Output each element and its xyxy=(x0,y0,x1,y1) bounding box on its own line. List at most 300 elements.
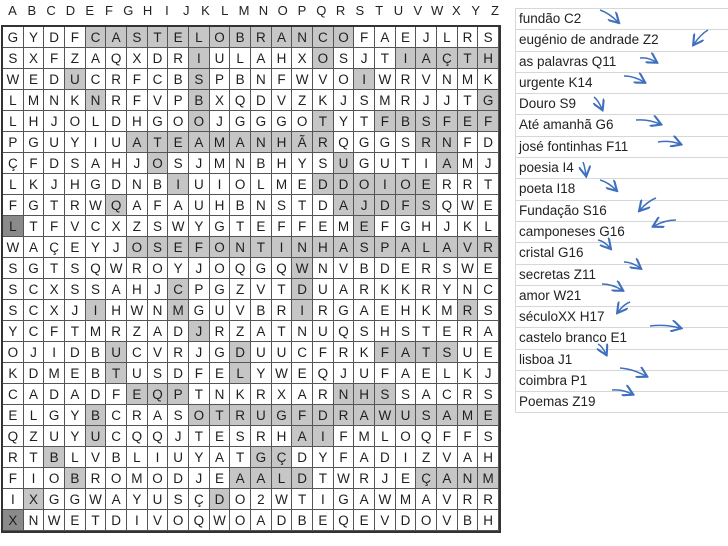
grid-cell: J xyxy=(127,153,148,174)
grid-cell: H xyxy=(65,174,86,195)
grid-cell: H xyxy=(24,111,45,132)
grid-cell: R xyxy=(106,69,127,90)
grid-cell: G xyxy=(65,489,86,510)
grid-cell: G xyxy=(354,153,375,174)
grid-cell: F xyxy=(292,216,313,237)
word-label: coimbra P1 xyxy=(519,373,588,389)
grid-cell: M xyxy=(127,468,148,489)
grid-cell: J xyxy=(416,27,437,48)
grid-cell: D xyxy=(251,90,272,111)
grid-cell: J xyxy=(478,153,499,174)
grid-cell: V xyxy=(148,342,169,363)
word-label: as palavras Q11 xyxy=(519,53,617,69)
grid-cell: J xyxy=(334,363,355,384)
grid-cell: L xyxy=(375,426,396,447)
grid-cell: F xyxy=(334,447,355,468)
grid-cell: J xyxy=(168,426,189,447)
grid-cell: X xyxy=(3,510,24,531)
grid-cell: F xyxy=(437,426,458,447)
grid-cell: S xyxy=(396,321,417,342)
grid-cell: Q xyxy=(3,426,24,447)
grid-cell: K xyxy=(230,384,251,405)
grid-cell: Q xyxy=(127,426,148,447)
grid-cell: H xyxy=(272,132,293,153)
word-list-item xyxy=(515,349,728,370)
grid-cell: A xyxy=(86,153,107,174)
grid-cell: S xyxy=(3,258,24,279)
grid-cell: D xyxy=(44,384,65,405)
grid-cell: U xyxy=(354,363,375,384)
grid-cell: K xyxy=(458,216,479,237)
grid-cell: F xyxy=(3,195,24,216)
grid-cell: J xyxy=(148,279,169,300)
grid-cell: E xyxy=(478,195,499,216)
grid-cell: O xyxy=(334,27,355,48)
grid-cell: B xyxy=(86,363,107,384)
grid-cell: W xyxy=(375,405,396,426)
column-letter: U xyxy=(393,3,404,18)
grid-cell: E xyxy=(375,300,396,321)
column-letter: R xyxy=(335,3,346,18)
grid-cell: I xyxy=(24,468,45,489)
grid-cell: P xyxy=(375,237,396,258)
grid-cell: R xyxy=(478,237,499,258)
grid-cell: T xyxy=(313,111,334,132)
grid-cell: F xyxy=(148,195,169,216)
grid-cell: A xyxy=(437,237,458,258)
grid-cell: E xyxy=(168,237,189,258)
grid-cell: Y xyxy=(127,489,148,510)
grid-cell: J xyxy=(44,111,65,132)
word-list-item xyxy=(515,114,728,135)
grid-cell: V xyxy=(148,510,169,531)
grid-cell: E xyxy=(210,468,231,489)
grid-cell: N xyxy=(86,90,107,111)
grid-cell: Ç xyxy=(189,489,210,510)
grid-cell: T xyxy=(230,216,251,237)
grid-cell: F xyxy=(354,27,375,48)
grid-cell: A xyxy=(354,405,375,426)
grid-cell: D xyxy=(292,279,313,300)
grid-cell: R xyxy=(272,300,293,321)
grid-cell: J xyxy=(44,174,65,195)
grid-cell: F xyxy=(458,132,479,153)
grid-cell: B xyxy=(106,447,127,468)
word-list-item xyxy=(515,8,728,29)
grid-cell: I xyxy=(127,510,148,531)
grid-cell: F xyxy=(106,384,127,405)
grid-cell: T xyxy=(416,321,437,342)
grid-cell: Y xyxy=(65,132,86,153)
grid-cell: T xyxy=(86,510,107,531)
grid-cell: E xyxy=(478,342,499,363)
grid-cell: P xyxy=(3,132,24,153)
grid-cell: A xyxy=(416,489,437,510)
grid-cell: J xyxy=(354,48,375,69)
grid-cell: A xyxy=(127,132,148,153)
grid-cell: N xyxy=(251,69,272,90)
grid-cell: Ç xyxy=(272,447,293,468)
grid-cell: U xyxy=(210,48,231,69)
grid-cell: R xyxy=(458,321,479,342)
grid-cell: G xyxy=(210,342,231,363)
grid-cell: I xyxy=(189,48,210,69)
grid-cell: L xyxy=(437,27,458,48)
grid-cell: O xyxy=(354,174,375,195)
grid-cell: Z xyxy=(292,90,313,111)
grid-cell: Q xyxy=(230,90,251,111)
word-list-item xyxy=(515,200,728,221)
grid-cell: L xyxy=(24,405,45,426)
grid-cell: O xyxy=(127,237,148,258)
column-letter: Z xyxy=(491,3,499,18)
grid-cell: R xyxy=(65,195,86,216)
grid-cell: H xyxy=(375,321,396,342)
grid-cell: L xyxy=(230,363,251,384)
grid-cell: G xyxy=(24,132,45,153)
grid-cell: Y xyxy=(3,321,24,342)
grid-cell: Z xyxy=(416,447,437,468)
grid-cell: F xyxy=(127,90,148,111)
grid-cell: E xyxy=(416,174,437,195)
grid-cell: E xyxy=(478,405,499,426)
word-label: urgente K14 xyxy=(519,74,593,90)
grid-cell: A xyxy=(230,468,251,489)
grid-cell: T xyxy=(106,363,127,384)
grid-cell: S xyxy=(148,363,169,384)
grid-cell: O xyxy=(189,111,210,132)
grid-cell: Q xyxy=(189,510,210,531)
grid-cell: J xyxy=(375,468,396,489)
grid-cell: S xyxy=(3,279,24,300)
grid-cell: B xyxy=(354,258,375,279)
grid-cell: Q xyxy=(334,510,355,531)
grid-cell: R xyxy=(416,132,437,153)
column-letter: S xyxy=(355,3,365,18)
grid-cell: A xyxy=(478,321,499,342)
grid-cell: U xyxy=(44,132,65,153)
grid-cell: D xyxy=(148,48,169,69)
grid-cell: R xyxy=(86,468,107,489)
grid-cell: R xyxy=(106,90,127,111)
grid-cell: U xyxy=(334,153,355,174)
grid-cell: G xyxy=(189,300,210,321)
grid-cell: S xyxy=(354,90,375,111)
grid-cell: U xyxy=(189,174,210,195)
grid-cell: U xyxy=(127,363,148,384)
grid-cell: D xyxy=(106,174,127,195)
grid-cell: P xyxy=(168,90,189,111)
grid-cell: W xyxy=(86,195,107,216)
grid-cell: A xyxy=(251,321,272,342)
grid-cell: U xyxy=(458,342,479,363)
grid-cell: F xyxy=(313,342,334,363)
word-list-item xyxy=(515,221,728,242)
grid-cell: G xyxy=(251,447,272,468)
grid-cell: I xyxy=(354,69,375,90)
grid-cell: D xyxy=(292,447,313,468)
grid-cell: H xyxy=(106,153,127,174)
grid-cell: V xyxy=(230,300,251,321)
grid-cell: B xyxy=(230,27,251,48)
grid-cell: S xyxy=(354,321,375,342)
grid-cell: F xyxy=(375,111,396,132)
grid-cell: I xyxy=(44,342,65,363)
grid-cell: D xyxy=(44,27,65,48)
grid-cell: A xyxy=(106,279,127,300)
column-letter: G xyxy=(123,3,134,18)
grid-cell: T xyxy=(292,489,313,510)
grid-cell: K xyxy=(478,69,499,90)
grid-cell: O xyxy=(148,153,169,174)
grid-cell: F xyxy=(478,111,499,132)
grid-cell: U xyxy=(210,300,231,321)
grid-cell: U xyxy=(313,321,334,342)
grid-cell: T xyxy=(313,468,334,489)
grid-cell: V xyxy=(334,258,355,279)
word-list xyxy=(515,8,728,413)
grid-cell: R xyxy=(106,321,127,342)
grid-cell: A xyxy=(375,27,396,48)
grid-cell: L xyxy=(86,111,107,132)
grid-cell: U xyxy=(86,426,107,447)
grid-cell: G xyxy=(148,111,169,132)
grid-cell: C xyxy=(86,27,107,48)
grid-cell: Q xyxy=(106,195,127,216)
word-label: Até amanhã G6 xyxy=(519,117,614,133)
grid-cell: J xyxy=(24,342,45,363)
grid-cell: U xyxy=(396,405,417,426)
grid-cell: G xyxy=(86,174,107,195)
grid-cell: A xyxy=(396,363,417,384)
grid-cell: V xyxy=(251,279,272,300)
grid-cell: B xyxy=(86,342,107,363)
grid-cell: D xyxy=(168,363,189,384)
grid-cell: E xyxy=(65,510,86,531)
grid-cell: J xyxy=(65,300,86,321)
grid-cell: O xyxy=(148,258,169,279)
grid-cell: R xyxy=(416,258,437,279)
column-letter: J xyxy=(182,3,190,18)
grid-cell: S xyxy=(65,153,86,174)
grid-cell: T xyxy=(65,321,86,342)
word-label: eugénio de andrade Z2 xyxy=(519,32,659,48)
grid-cell: A xyxy=(396,342,417,363)
grid-cell: S xyxy=(230,426,251,447)
grid-cell: F xyxy=(3,468,24,489)
grid-cell: S xyxy=(478,426,499,447)
grid-cell: S xyxy=(354,237,375,258)
column-letter: X xyxy=(452,3,461,18)
grid-cell: B xyxy=(251,300,272,321)
grid-cell: A xyxy=(272,27,293,48)
grid-cell: D xyxy=(230,342,251,363)
grid-cell: T xyxy=(292,195,313,216)
grid-cell: O xyxy=(230,510,251,531)
grid-cell: Y xyxy=(437,279,458,300)
grid-cell: D xyxy=(334,174,355,195)
grid-cell: H xyxy=(313,237,334,258)
column-letter: E xyxy=(85,3,95,18)
grid-cell: D xyxy=(168,321,189,342)
column-letter: M xyxy=(238,3,250,18)
grid-cell: T xyxy=(44,195,65,216)
grid-cell: L xyxy=(3,216,24,237)
grid-cell: W xyxy=(334,468,355,489)
grid-cell: V xyxy=(375,510,396,531)
grid-cell: C xyxy=(3,384,24,405)
grid-cell: N xyxy=(437,132,458,153)
grid-cell: T xyxy=(44,258,65,279)
grid-cell: H xyxy=(272,48,293,69)
grid-cell: I xyxy=(313,489,334,510)
grid-cell: R xyxy=(251,384,272,405)
grid-cell: R xyxy=(396,90,417,111)
grid-cell: E xyxy=(354,216,375,237)
word-label: josé fontinhas F11 xyxy=(519,138,629,154)
column-letter: Y xyxy=(471,3,481,18)
grid-cell: U xyxy=(313,279,334,300)
grid-cell: E xyxy=(251,216,272,237)
grid-cell: G xyxy=(272,405,293,426)
grid-cell: A xyxy=(168,195,189,216)
column-letter: Q xyxy=(316,3,327,18)
grid-cell: A xyxy=(354,447,375,468)
grid-cell: U xyxy=(251,405,272,426)
grid-cell: O xyxy=(44,468,65,489)
grid-cell: N xyxy=(251,132,272,153)
grid-cell: R xyxy=(230,405,251,426)
grid-cell: A xyxy=(251,468,272,489)
grid-cell: W xyxy=(458,195,479,216)
grid-cell: E xyxy=(313,510,334,531)
grid-cell: B xyxy=(65,468,86,489)
grid-cell: X xyxy=(44,300,65,321)
grid-cell: E xyxy=(396,27,417,48)
grid-cell: S xyxy=(148,237,169,258)
column-letter: C xyxy=(46,3,56,18)
grid-cell: J xyxy=(437,90,458,111)
grid-cell: E xyxy=(478,258,499,279)
grid-cell: Q xyxy=(437,195,458,216)
grid-cell: X xyxy=(24,489,45,510)
grid-cell: J xyxy=(354,195,375,216)
grid-cell: T xyxy=(24,216,45,237)
grid-cell: A xyxy=(292,384,313,405)
grid-cell: E xyxy=(210,426,231,447)
grid-cell: C xyxy=(86,69,107,90)
grid-cell: T xyxy=(272,279,293,300)
grid-cell: L xyxy=(189,27,210,48)
grid-cell: Ç xyxy=(3,153,24,174)
word-list-item xyxy=(515,306,728,327)
grid-cell: Y xyxy=(65,405,86,426)
grid-cell: G xyxy=(354,132,375,153)
grid-cell: K xyxy=(24,174,45,195)
grid-cell: Q xyxy=(272,258,293,279)
grid-cell: E xyxy=(396,258,417,279)
grid-cell: H xyxy=(210,195,231,216)
grid-cell: Y xyxy=(292,153,313,174)
grid-cell: R xyxy=(251,426,272,447)
grid-cell: W xyxy=(3,237,24,258)
grid-cell: B xyxy=(168,69,189,90)
grid-cell: Q xyxy=(334,321,355,342)
column-letter: I xyxy=(165,3,169,18)
grid-cell: G xyxy=(251,111,272,132)
grid-cell: T xyxy=(210,405,231,426)
grid-cell: G xyxy=(396,216,417,237)
grid-cell: S xyxy=(3,48,24,69)
grid-cell: E xyxy=(292,174,313,195)
grid-cell: F xyxy=(375,216,396,237)
grid-cell: J xyxy=(189,258,210,279)
grid-cell: N xyxy=(230,153,251,174)
grid-cell: C xyxy=(106,426,127,447)
grid-cell: A xyxy=(230,132,251,153)
grid-cell: T xyxy=(416,342,437,363)
grid-cell: J xyxy=(416,90,437,111)
grid-cell: M xyxy=(458,69,479,90)
grid-cell: L xyxy=(3,90,24,111)
grid-cell: T xyxy=(458,90,479,111)
grid-cell: C xyxy=(106,405,127,426)
grid-cell: Ç xyxy=(437,48,458,69)
word-search-grid xyxy=(1,25,501,533)
grid-cell: V xyxy=(65,216,86,237)
grid-cell: F xyxy=(44,321,65,342)
grid-cell: S xyxy=(396,132,417,153)
grid-cell: A xyxy=(210,447,231,468)
word-label: Poemas Z19 xyxy=(519,394,596,410)
grid-cell: U xyxy=(189,195,210,216)
grid-cell: O xyxy=(168,111,189,132)
grid-cell: L xyxy=(437,363,458,384)
grid-cell: I xyxy=(148,447,169,468)
column-letter: P xyxy=(297,3,307,18)
grid-cell: Ç xyxy=(416,468,437,489)
grid-cell: O xyxy=(334,69,355,90)
grid-cell: R xyxy=(313,132,334,153)
grid-cell: H xyxy=(478,447,499,468)
grid-cell: S xyxy=(86,279,107,300)
grid-cell: A xyxy=(334,279,355,300)
grid-cell: H xyxy=(127,111,148,132)
grid-cell: F xyxy=(24,153,45,174)
grid-cell: D xyxy=(168,468,189,489)
grid-cell: S xyxy=(437,258,458,279)
grid-cell: C xyxy=(292,342,313,363)
grid-cell: D xyxy=(272,510,293,531)
grid-cell: B xyxy=(292,510,313,531)
grid-cell: X xyxy=(127,48,148,69)
grid-cell: W xyxy=(292,258,313,279)
grid-cell: X xyxy=(44,279,65,300)
grid-cell: R xyxy=(251,27,272,48)
grid-cell: R xyxy=(458,300,479,321)
grid-cell: Q xyxy=(86,258,107,279)
grid-cell: X xyxy=(106,216,127,237)
grid-cell: M xyxy=(396,489,417,510)
grid-cell: R xyxy=(478,489,499,510)
grid-cell: X xyxy=(292,48,313,69)
grid-cell: W xyxy=(127,300,148,321)
grid-cell: F xyxy=(375,363,396,384)
grid-cell: Q xyxy=(106,48,127,69)
grid-cell: N xyxy=(251,195,272,216)
word-label: Douro S9 xyxy=(519,96,577,112)
grid-cell: W xyxy=(210,510,231,531)
